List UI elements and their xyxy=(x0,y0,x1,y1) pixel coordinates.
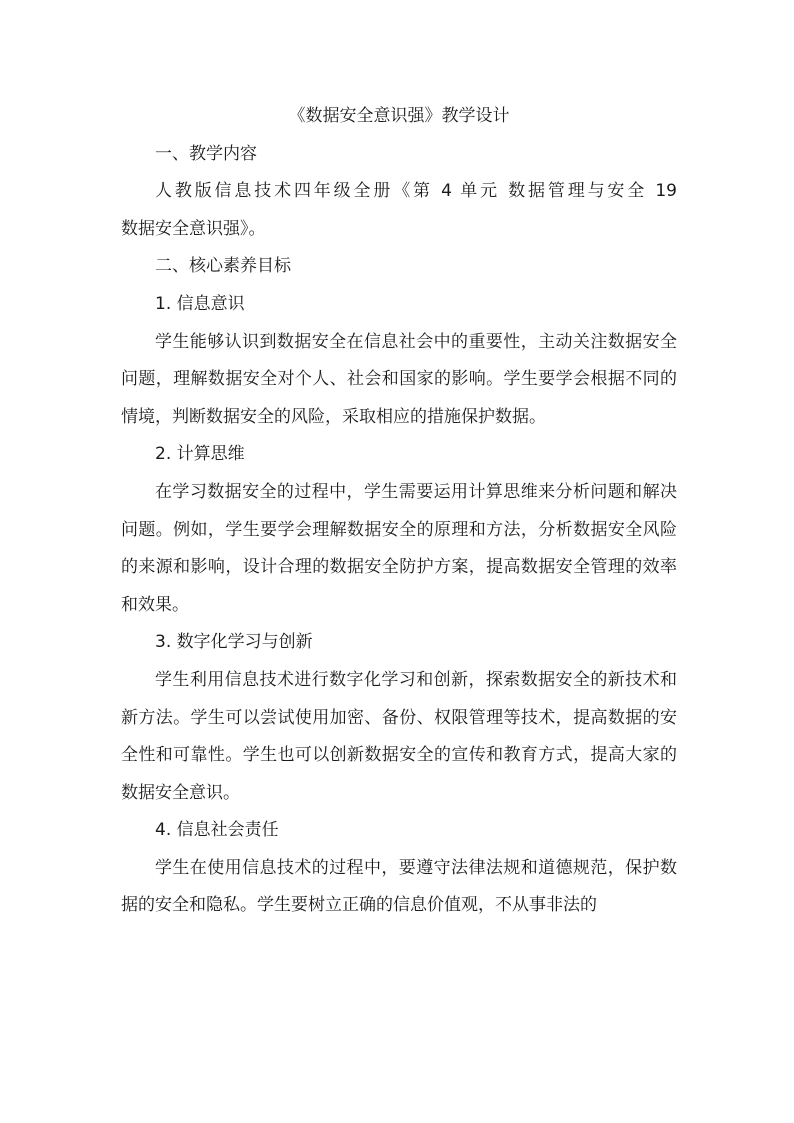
goal-heading-information-awareness: 1. 信息意识 xyxy=(155,293,245,314)
document-body xyxy=(121,98,677,925)
section-heading-goals: 二、核心素养目标 xyxy=(155,256,291,277)
section-content-line2: 数据安全意识强》。 xyxy=(121,218,266,239)
goal-heading-digital-learning: 3. 数字化学习与创新 xyxy=(155,632,313,653)
goal-text-digital-learning: 学生利用信息技术进行数字化学习和创新，探索数据安全的新技术和新方法。学生可以尝试使用加密、备份、权限管理等技术，提高数据的安全性和可靠性。学生也可以创新数据安全的宣传和教育方式，提高大家的数据安全意识。 xyxy=(121,669,677,803)
goal-text-social-responsibility: 学生在使用信息技术的过程中，要遵守法律法规和道德规范，保护数据的安全和隐私。学生要树立正确的信息价值观，不从事非法的 xyxy=(121,857,677,916)
goal-heading-computational-thinking: 2. 计算思维 xyxy=(155,444,245,465)
goal-heading-social-responsibility: 4. 信息社会责任 xyxy=(155,820,279,841)
goal-text-information-awareness: 学生能够认识到数据安全在信息社会中的重要性，主动关注数据安全问题，理解数据安全对个人、社会和国家的影响。学生要学会根据不同的情境，判断数据安全的风险，采取相应的措施保护数据。 xyxy=(121,331,677,427)
document-title: 《数据安全意识强》教学设计 xyxy=(288,106,510,126)
section-heading-content: 一、教学内容 xyxy=(155,143,257,164)
section-content-line1: 人教版信息技术四年级全册《第 4 单元 数据管理与安全 19 xyxy=(155,181,677,202)
goal-text-computational-thinking: 在学习数据安全的过程中，学生需要运用计算思维来分析问题和解决问题。例如，学生要学会理解数据安全的原理和方法，分析数据安全风险的来源和影响，设计合理的数据安全防护方案，提高数据安全管理的效率和效果。 xyxy=(121,481,677,615)
